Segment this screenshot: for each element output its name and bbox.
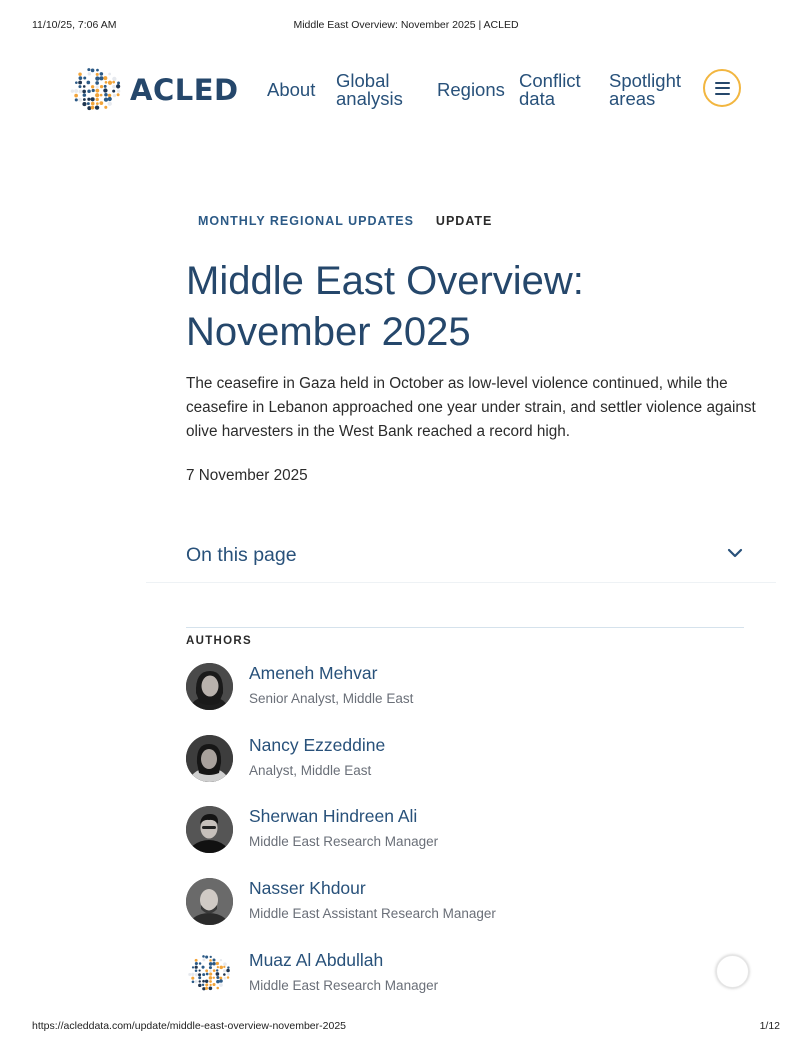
print-footer — [0, 1020, 812, 1034]
author-role: Middle East Research Manager — [249, 834, 439, 849]
author-card — [186, 878, 746, 928]
print-datetime: 11/10/25, 7:06 AM — [32, 19, 117, 31]
author-name[interactable]: Ameneh Mehvar — [249, 663, 378, 683]
page-title: Middle East Overview: November 2025 — [186, 259, 584, 354]
author-role: Middle East Assistant Research Manager — [249, 906, 496, 921]
toc-label: On this page — [186, 544, 297, 566]
floating-action-button[interactable] — [716, 955, 749, 988]
print-document-title: Middle East Overview: November 2025 | ACLED — [293, 19, 519, 31]
globe-logo-icon — [68, 66, 124, 114]
article-tags — [198, 214, 492, 228]
author-avatar — [186, 735, 233, 782]
author-name[interactable]: Nasser Khdour — [249, 878, 366, 898]
print-header — [0, 19, 812, 33]
acled-logo[interactable] — [68, 66, 239, 114]
authors-heading: AUTHORS — [186, 635, 252, 647]
author-name[interactable]: Muaz Al Abdullah — [249, 950, 384, 970]
hamburger-icon — [715, 82, 730, 95]
print-url: https://acleddata.com/update/middle-east-overview-november-2025 — [32, 1020, 347, 1032]
author-name[interactable]: Sherwan Hindreen Ali — [249, 806, 418, 826]
print-page-number: 1/12 — [759, 1020, 780, 1032]
author-role: Analyst, Middle East — [249, 763, 372, 778]
nav-conflict-data[interactable]: Conflict data — [519, 70, 581, 109]
tag-category[interactable]: MONTHLY REGIONAL UPDATES — [198, 214, 414, 228]
publication-date: 7 November 2025 — [186, 467, 308, 484]
author-avatar — [186, 878, 233, 925]
on-this-page-toggle[interactable] — [146, 528, 776, 583]
globe-logo-icon — [186, 950, 233, 997]
menu-button[interactable] — [703, 69, 741, 107]
author-role: Senior Analyst, Middle East — [249, 691, 414, 706]
author-card — [186, 950, 746, 1000]
nav-about[interactable]: About — [267, 79, 316, 100]
author-role: Middle East Research Manager — [249, 978, 439, 993]
nav-global-analysis[interactable]: Global analysis — [336, 70, 403, 109]
author-avatar-placeholder — [186, 950, 233, 997]
author-name[interactable]: Nancy Ezzeddine — [249, 735, 386, 755]
nav-regions[interactable]: Regions — [437, 79, 505, 100]
author-avatar — [186, 663, 233, 710]
author-card — [186, 663, 746, 713]
author-avatar — [186, 806, 233, 853]
author-card — [186, 806, 746, 856]
author-card — [186, 735, 746, 785]
nav-spotlight-areas[interactable]: Spotlight areas — [609, 70, 681, 109]
article-lead: The ceasefire in Gaza held in October as low-level violence continued, while the ceasefire in Lebanon approached one year under strain, and settler violence against olive harvesters in the West Bank reached a record high. — [186, 375, 756, 440]
tag-type: UPDATE — [435, 214, 493, 228]
chevron-down-icon — [727, 547, 743, 559]
brand-name: ACLED — [130, 73, 239, 107]
authors-divider — [186, 627, 744, 628]
site-header — [0, 62, 812, 118]
